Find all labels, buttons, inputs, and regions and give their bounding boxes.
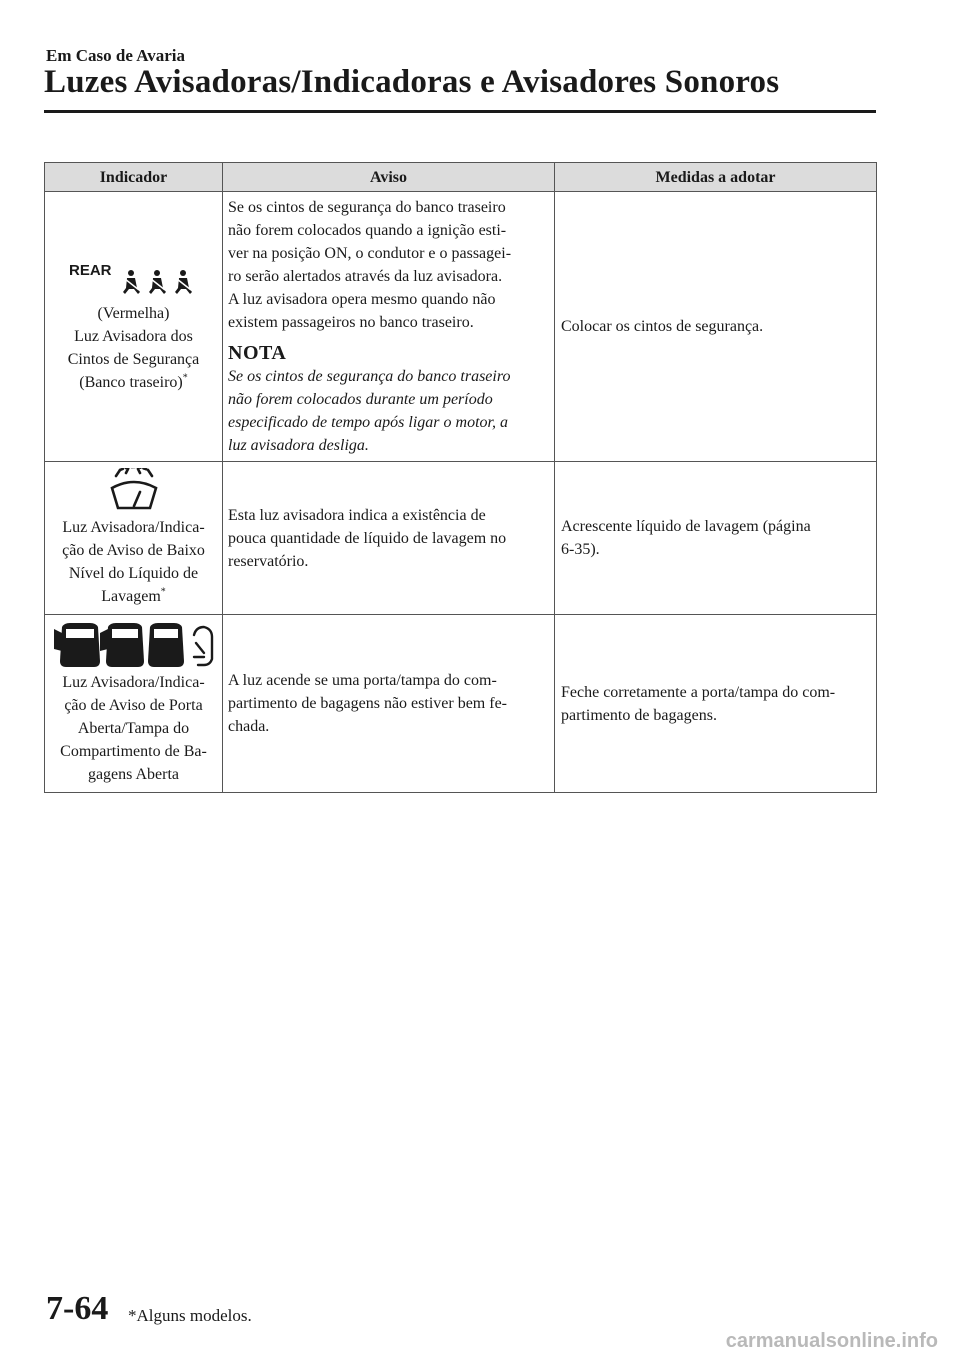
note-line: Se os cintos de segurança do banco traseiro <box>228 368 511 385</box>
rear-seat-belt-warning-icon <box>69 260 199 300</box>
indicator-cell <box>45 615 223 793</box>
indicator-cell <box>45 462 223 615</box>
warning-line: chada. <box>228 718 270 735</box>
washer-fluid-icon <box>106 468 162 514</box>
indicator-line: Luz Avisadora/Indica- <box>62 519 205 536</box>
warning-cell <box>223 192 555 462</box>
warning-line: Se os cintos de segurança do banco traseiro <box>228 199 506 216</box>
warning-line: A luz avisadora opera mesmo quando não <box>228 291 496 308</box>
indicator-line: Cintos de Segurança <box>67 350 200 368</box>
table-row <box>45 615 877 793</box>
warning-line: pouca quantidade de líquido de lavagem no <box>228 529 507 547</box>
indicator-line: (Vermelha) <box>97 304 170 322</box>
header-rule <box>44 110 876 113</box>
indicator-line: ção de Aviso de Porta <box>64 697 203 714</box>
indicator-line: (Banco traseiro)* <box>79 372 188 391</box>
warning-line: A luz acende se uma porta/tampa do com- <box>228 672 497 689</box>
column-header-aviso: Aviso <box>223 163 555 192</box>
indicator-cell <box>45 192 223 462</box>
indicator-line: Luz Avisadora dos <box>74 327 193 345</box>
warning-line: Esta luz avisadora indica a existência de <box>228 506 486 524</box>
action-line: partimento de bagagens. <box>561 706 717 724</box>
indicator-line: Nível do Líquido de <box>68 565 199 582</box>
page-number: 7-64 <box>46 1290 109 1327</box>
table-row <box>45 462 877 615</box>
warning-line: não forem colocados quando a ignição esti- <box>228 222 507 239</box>
column-header-medidas: Medidas a adotar <box>555 163 877 192</box>
section-title: Em Caso de Avaria <box>46 46 185 65</box>
action-line: Feche corretamente a porta/tampa do com- <box>561 683 836 701</box>
table-row <box>45 192 877 462</box>
footnote-mark: * <box>182 372 188 384</box>
footnote-mark: * <box>160 586 166 598</box>
note-line: não forem colocados durante um período <box>228 391 493 408</box>
action-cell <box>555 615 877 793</box>
door-open-icon <box>54 621 214 669</box>
action-line: Colocar os cintos de segurança. <box>561 318 764 335</box>
column-header-indicador: Indicador <box>45 163 223 192</box>
warning-cell <box>223 462 555 615</box>
chapter-title: Luzes Avisadoras/Indicadoras e Avisadores Sonoros <box>44 64 780 100</box>
note-line: especificado de tempo após ligar o motor, a <box>228 414 508 431</box>
warning-line: reservatório. <box>228 552 309 570</box>
warning-line: partimento de bagagens não estiver bem fe- <box>228 695 507 712</box>
table-header-row <box>45 163 877 192</box>
rear-icon-label: REAR <box>68 261 112 279</box>
indicator-line: Luz Avisadora/Indica- <box>62 674 205 691</box>
action-line: 6-35). <box>561 541 600 558</box>
warning-line: ro serão alertados através da luz avisadora. <box>228 268 503 285</box>
warning-line: ver na posição ON, o condutor e o passagei- <box>228 245 512 262</box>
action-line: Acrescente líquido de lavagem (página <box>561 518 811 535</box>
action-cell <box>555 462 877 615</box>
warning-line: existem passageiros no banco traseiro. <box>228 314 474 331</box>
indicator-line: Compartimento de Ba- <box>60 743 207 760</box>
note-title: NOTA <box>228 342 287 364</box>
watermark: carmanualsonline.info <box>725 1330 938 1352</box>
indicator-line: ção de Aviso de Baixo <box>62 542 205 559</box>
warning-lights-table <box>44 162 877 793</box>
indicator-line: Lavagem* <box>101 586 166 605</box>
footnote: *Alguns modelos. <box>128 1306 252 1325</box>
warning-cell <box>223 615 555 793</box>
note-line: luz avisadora desliga. <box>228 437 369 454</box>
action-cell <box>555 192 877 462</box>
indicator-line: Aberta/Tampa do <box>77 720 190 737</box>
indicator-line: gagens Aberta <box>87 766 180 783</box>
